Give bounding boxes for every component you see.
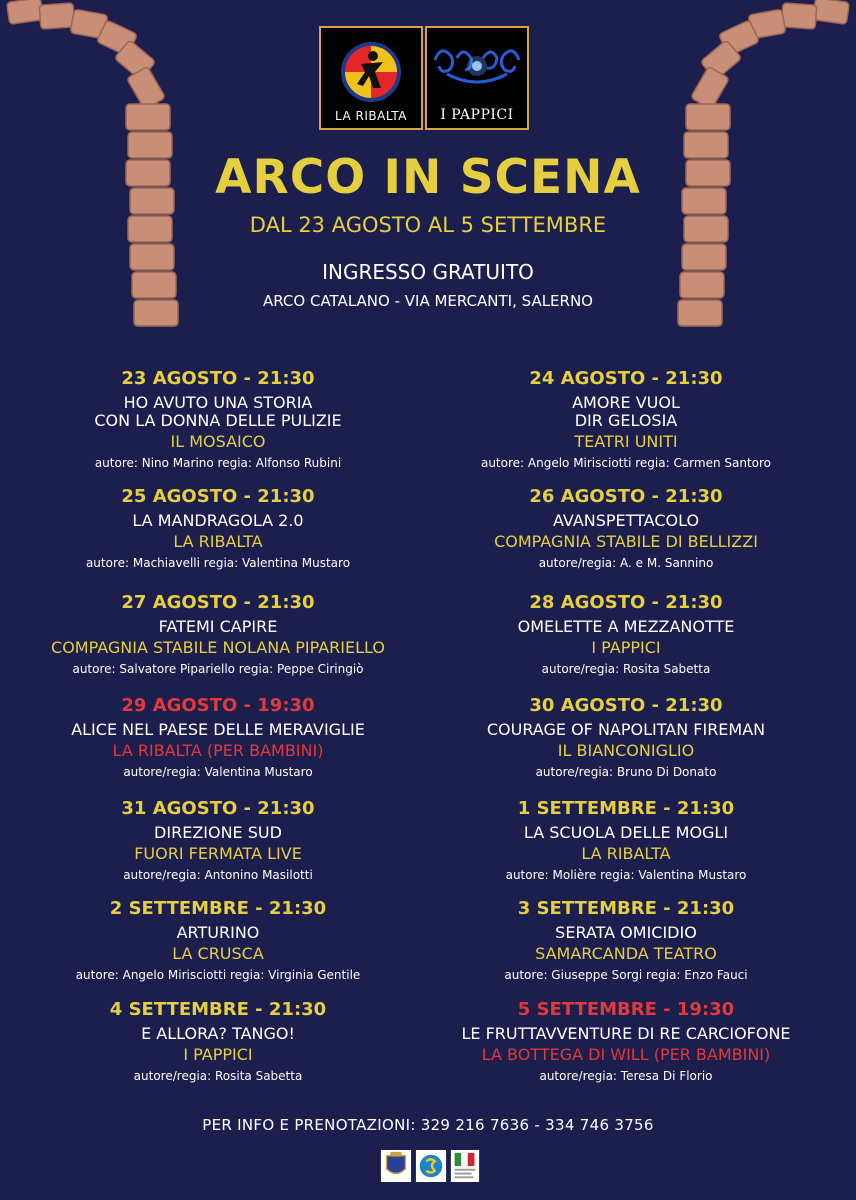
event-title: OMELETTE A MEZZANOTTE <box>517 617 735 636</box>
event-credits: autore/regia: Rosita Sabetta <box>133 1069 303 1083</box>
event-item <box>8 798 428 884</box>
event-item <box>8 592 428 678</box>
event-item <box>8 898 428 984</box>
event-company: SAMARCANDA TEATRO <box>535 944 717 963</box>
event-credits: autore: Molière regia: Valentina Mustaro <box>505 868 747 882</box>
event-item <box>416 592 836 678</box>
event-date: 1 SETTEMBRE - 21:30 <box>517 798 735 819</box>
pappici-emblem-icon <box>427 30 527 110</box>
i-pappici-logo-label: I PAPPICI <box>440 107 514 123</box>
event-credits: autore: Salvatore Pipariello regia: Peppe Ciringiò <box>72 662 364 676</box>
event-credits: autore/regia: Antonino Masilotti <box>123 868 313 882</box>
event-date: 29 AGOSTO - 19:30 <box>121 695 315 716</box>
event-company: I PAPPICI <box>591 638 661 657</box>
festival-dates: DAL 23 AGOSTO AL 5 SETTEMBRE <box>249 213 607 237</box>
municipality-crest-icon <box>380 1150 412 1182</box>
event-date: 25 AGOSTO - 21:30 <box>121 486 315 507</box>
event-title: DIREZIONE SUD <box>154 823 282 842</box>
event-date: 23 AGOSTO - 21:30 <box>121 368 315 389</box>
event-date: 2 SETTEMBRE - 21:30 <box>109 898 327 919</box>
event-title: LE FRUTTAVVENTURE DI RE CARCIOFONE <box>461 1024 791 1043</box>
event-title: AMORE VUOL DIR GELOSIA <box>572 393 680 430</box>
page-title: ARCO IN SCENA <box>215 150 641 205</box>
event-item <box>416 486 836 572</box>
event-company: FUORI FERMATA LIVE <box>134 844 302 863</box>
event-date: 5 SETTEMBRE - 19:30 <box>517 999 735 1020</box>
venue-address: ARCO CATALANO - VIA MERCANTI, SALERNO <box>263 292 593 310</box>
event-item <box>416 695 836 781</box>
event-date: 31 AGOSTO - 21:30 <box>121 798 315 819</box>
event-credits: autore: Machiavelli regia: Valentina Mustaro <box>85 556 351 570</box>
event-credits: autore/regia: Rosita Sabetta <box>541 662 711 676</box>
event-item <box>416 999 836 1085</box>
event-credits: autore/regia: A. e M. Sannino <box>538 556 714 570</box>
event-company: IL BIANCONIGLIO <box>557 741 695 760</box>
event-company: COMPAGNIA STABILE DI BELLIZZI <box>494 532 758 551</box>
event-title: E ALLORA? TANGO! <box>141 1024 295 1043</box>
event-title: ALICE NEL PAESE DELLE MERAVIGLIE <box>71 720 365 739</box>
event-credits: autore: Angelo Mirisciotti regia: Virginia Gentile <box>75 968 361 982</box>
event-item <box>416 368 836 472</box>
event-company: IL MOSAICO <box>170 432 266 451</box>
event-item <box>416 798 836 884</box>
booking-info: PER INFO E PRENOTAZIONI: 329 216 7636 - 334 746 3756 <box>202 1116 654 1134</box>
event-title: LA MANDRAGOLA 2.0 <box>132 511 304 530</box>
event-title: SERATA OMICIDIO <box>555 923 697 942</box>
salerno-emblem-icon <box>415 1150 447 1182</box>
i-pappici-logo <box>425 26 529 130</box>
event-item <box>416 898 836 984</box>
event-date: 26 AGOSTO - 21:30 <box>529 486 723 507</box>
event-company: COMPAGNIA STABILE NOLANA PIPARIELLO <box>51 638 385 657</box>
event-date: 28 AGOSTO - 21:30 <box>529 592 723 613</box>
event-title: LA SCUOLA DELLE MOGLI <box>523 823 729 842</box>
event-credits: autore: Giuseppe Sorgi regia: Enzo Fauci <box>504 968 748 982</box>
event-item <box>8 999 428 1085</box>
la-ribalta-logo <box>319 26 423 130</box>
event-company: LA RIBALTA <box>581 844 671 863</box>
federation-logo-icon <box>450 1150 480 1182</box>
event-title: AVANSPETTACOLO <box>552 511 700 530</box>
event-credits: autore: Angelo Mirisciotti regia: Carmen Santoro <box>480 456 772 470</box>
event-company: LA RIBALTA (PER BAMBINI) <box>112 741 324 760</box>
event-item <box>8 695 428 781</box>
event-credits: autore/regia: Bruno Di Donato <box>535 765 717 779</box>
event-date: 4 SETTEMBRE - 21:30 <box>109 999 327 1020</box>
free-entry-text: INGRESSO GRATUITO <box>322 260 534 284</box>
event-credits: autore/regia: Valentina Mustaro <box>123 765 313 779</box>
event-credits: autore: Nino Marino regia: Alfonso Rubini <box>94 456 342 470</box>
event-company: TEATRI UNITI <box>574 432 678 451</box>
event-title: ARTURINO <box>176 923 260 942</box>
event-item <box>8 368 428 472</box>
event-date: 27 AGOSTO - 21:30 <box>121 592 315 613</box>
event-title: COURAGE OF NAPOLITAN FIREMAN <box>486 720 766 739</box>
event-title: HO AVUTO UNA STORIA CON LA DONNA DELLE PULIZIE <box>94 393 342 430</box>
event-company: LA CRUSCA <box>172 944 264 963</box>
event-date: 30 AGOSTO - 21:30 <box>529 695 723 716</box>
event-company: LA BOTTEGA DI WILL (PER BAMBINI) <box>481 1045 771 1064</box>
event-title: FATEMI CAPIRE <box>158 617 278 636</box>
la-ribalta-logo-label: LA RIBALTA <box>335 109 407 123</box>
event-item <box>8 486 428 572</box>
event-credits: autore/regia: Teresa Di Florio <box>539 1069 713 1083</box>
ribalta-emblem-icon <box>321 32 421 112</box>
event-date: 24 AGOSTO - 21:30 <box>529 368 723 389</box>
event-date: 3 SETTEMBRE - 21:30 <box>517 898 735 919</box>
event-company: I PAPPICI <box>183 1045 253 1064</box>
event-company: LA RIBALTA <box>173 532 263 551</box>
